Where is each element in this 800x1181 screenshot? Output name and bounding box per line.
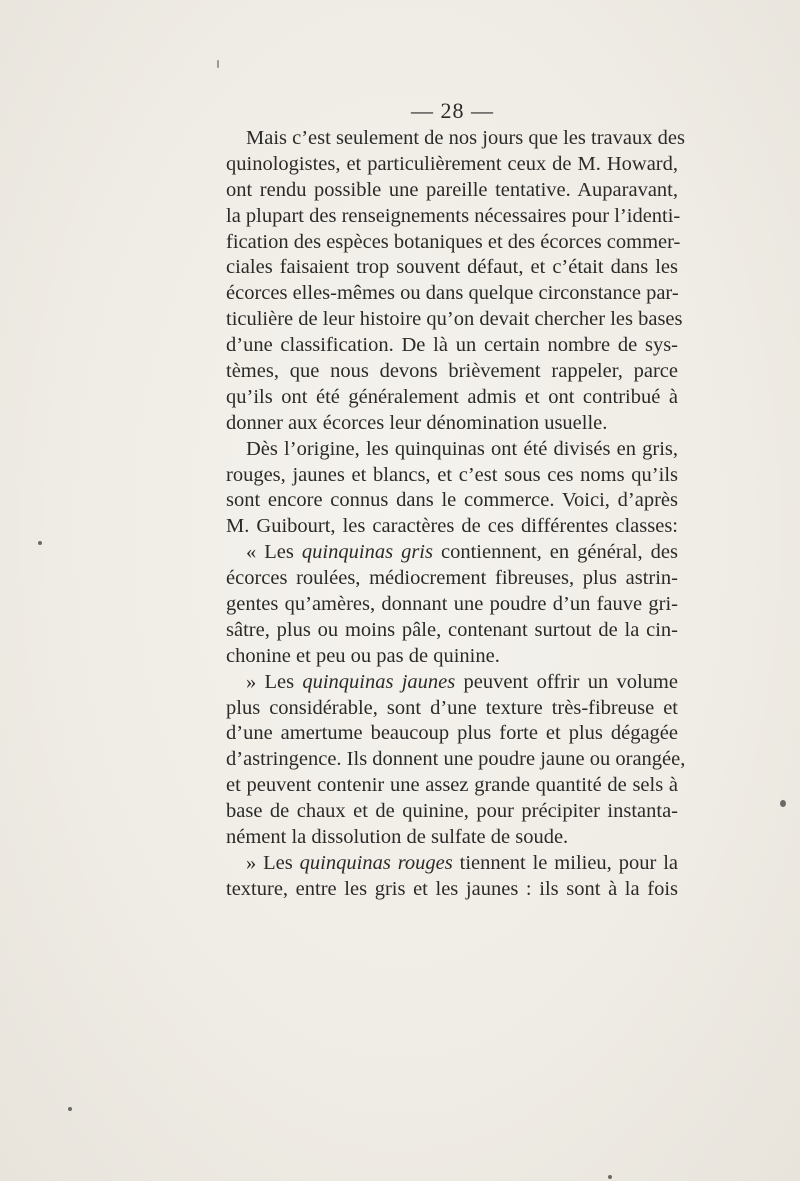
text-run: ciales faisaient trop souvent défaut, et c’était dans les [226, 256, 678, 279]
paper-speck [217, 60, 219, 68]
italic-term: quinquinas rouges [299, 851, 453, 874]
text-run: texture, entre les gris et les jaunes : ils sont à la fois [226, 877, 678, 900]
text-line [226, 799, 678, 825]
text-line [226, 126, 685, 152]
text-line [226, 566, 678, 592]
text-line [226, 385, 678, 411]
text-line [226, 592, 678, 618]
text-run: sont encore connus dans le commerce. Voici, d’après [226, 489, 678, 512]
text-run: tiennent le milieu, pour la [452, 851, 678, 874]
text-run: donner aux écorces leur dénomination usuelle. [226, 411, 608, 434]
text-run: écorces roulées, médiocrement fibreuses, plus astrin- [226, 567, 678, 590]
text-run: peuvent offrir un volume [455, 670, 678, 693]
text-run: la plupart des renseignements nécessaires pour l’identi- [226, 204, 681, 227]
text-run: d’une classification. De là un certain nombre de sys- [226, 334, 678, 357]
text-line [226, 851, 678, 877]
text-run: et peuvent contenir une assez grande quantité de sels à [226, 774, 678, 797]
text-run: qu’ils ont été généralement admis et ont contribué à [226, 385, 678, 408]
text-run: Mais c’est seulement de nos jours que les travaux des [246, 127, 685, 149]
text-line [226, 488, 678, 514]
text-run: « Les [246, 541, 302, 564]
italic-term: quinquinas gris [301, 541, 433, 564]
text-run: d’astringence. Ils donnent une poudre jaune ou orangée, [226, 748, 686, 771]
text-run: » Les [246, 670, 303, 693]
text-run: Dès l’origine, les quinquinas ont été divisés en gris, [246, 437, 678, 460]
text-line [226, 437, 678, 463]
text-run: gentes qu’amères, donnant une poudre d’un fauve gri- [226, 593, 678, 616]
text-run: d’une amertume beaucoup plus forte et plus dégagée [226, 722, 678, 745]
body-text [226, 126, 686, 903]
text-line [226, 540, 678, 566]
text-line [226, 230, 681, 256]
text-line [226, 178, 678, 204]
italic-term: quinquinas jaunes [302, 670, 456, 693]
text-line [226, 747, 686, 773]
text-run: tèmes, que nous devons brièvement rappeler, parce [226, 360, 678, 383]
text-line [226, 825, 678, 851]
text-run: contiennent, en général, des [432, 541, 678, 564]
text-line [226, 359, 678, 385]
text-line [226, 773, 678, 799]
text-run: » Les [246, 851, 300, 874]
text-run: plus considérable, sont d’une texture très-fibreuse et [226, 696, 678, 719]
text-run: rouges, jaunes et blancs, et c’est sous ces noms qu’ils [226, 463, 678, 486]
paper-speck [68, 1107, 72, 1111]
text-run: fication des espèces botaniques et des écorces commer- [226, 230, 681, 253]
text-line [226, 696, 678, 722]
text-line [226, 514, 678, 540]
text-line [226, 152, 678, 178]
paper-speck [38, 541, 42, 545]
text-line [226, 670, 678, 696]
text-line [226, 411, 678, 437]
text-run: M. Guibourt, les caractères de ces différentes classes: [226, 515, 678, 538]
text-line [226, 463, 678, 489]
text-line [226, 281, 678, 307]
text-line [226, 255, 678, 281]
text-run: ont rendu possible une pareille tentative. Auparavant, [226, 178, 678, 201]
text-line [226, 618, 678, 644]
text-run: nément la dissolution de sulfate de soude. [226, 826, 569, 849]
paper-speck [608, 1175, 612, 1179]
text-line [226, 721, 678, 747]
paper-speck [780, 800, 786, 807]
text-run: base de chaux et de quinine, pour précipiter instanta- [226, 800, 678, 823]
text-run: chonine et peu ou pas de quinine. [226, 644, 500, 667]
text-line [226, 877, 678, 903]
page-number: — 28 — [411, 98, 494, 123]
text-line [226, 333, 678, 359]
text-line [226, 644, 678, 670]
text-run: écorces elles-mêmes ou dans quelque circonstance par- [226, 282, 679, 305]
text-line [226, 307, 683, 333]
text-run: quinologistes, et particulièrement ceux de M. Howard, [226, 152, 678, 175]
text-line [226, 204, 681, 230]
text-run: sâtre, plus ou moins pâle, contenant surtout de la cin- [226, 618, 678, 641]
text-run: ticulière de leur histoire qu’on devait chercher les bases [226, 308, 683, 331]
